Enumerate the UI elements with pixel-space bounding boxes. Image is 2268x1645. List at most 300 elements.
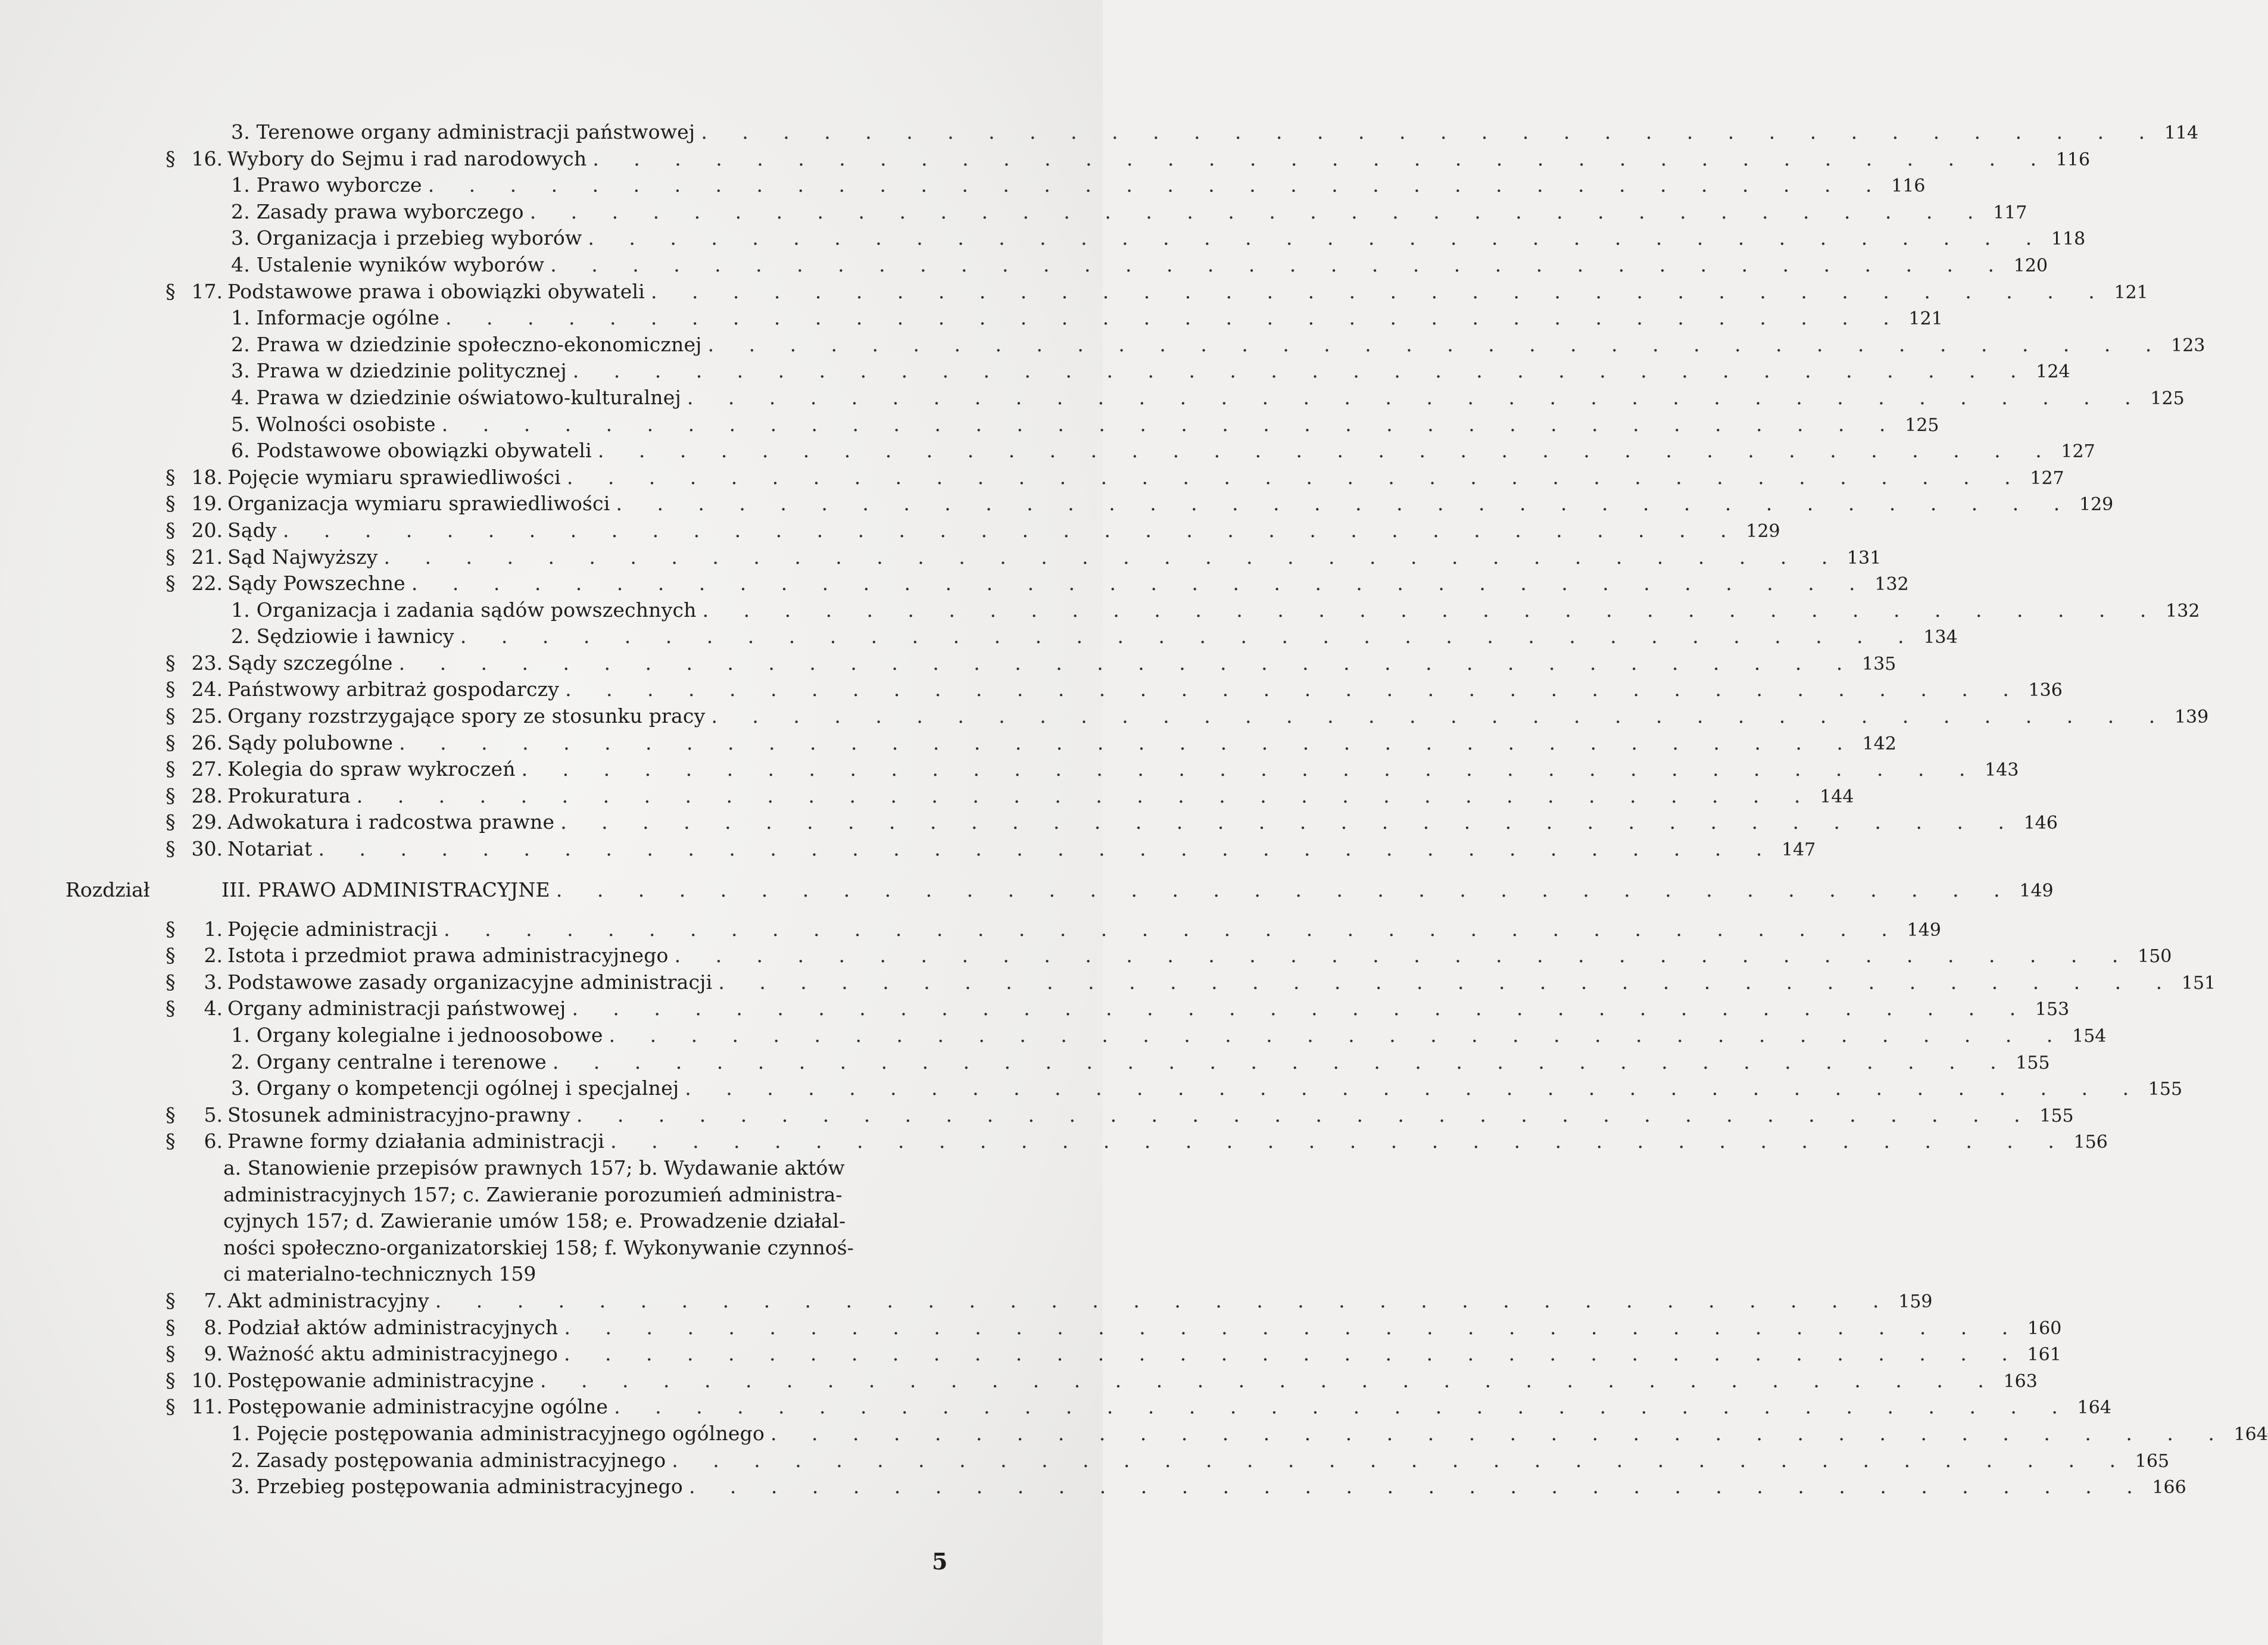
toc-entry bbox=[231, 623, 1958, 651]
section-num: 26. bbox=[191, 731, 223, 754]
entry-title: 1. Informacje ogólne bbox=[231, 306, 440, 330]
entry-title: 3. Organizacja i przebieg wyborów bbox=[231, 226, 582, 250]
section-number bbox=[166, 1128, 223, 1155]
toc-entry bbox=[227, 836, 1816, 864]
entry-page: 124 bbox=[2036, 361, 2070, 383]
note-paragraph bbox=[223, 1155, 901, 1288]
entry-title: Wybory do Sejmu i rad narodowych bbox=[227, 146, 587, 170]
note-line: ci materialno-technicznych 159 bbox=[223, 1262, 536, 1286]
toc-row bbox=[0, 544, 1882, 571]
toc-group-admin-law bbox=[0, 916, 2216, 1155]
section-number bbox=[166, 570, 223, 597]
entry-page: 164 bbox=[2077, 1397, 2111, 1419]
entry-page: 132 bbox=[2166, 600, 2200, 622]
toc-entry bbox=[227, 916, 1941, 944]
entry-page: 127 bbox=[2061, 441, 2095, 463]
toc-row bbox=[0, 703, 2209, 730]
toc-entry bbox=[231, 1447, 2170, 1475]
toc-row bbox=[0, 676, 2063, 703]
toc-row bbox=[0, 438, 2095, 464]
section-sign: § bbox=[166, 572, 176, 595]
entry-page: 116 bbox=[1891, 176, 1926, 197]
entry-title: Adwokatura i radcostwa prawne bbox=[227, 810, 555, 834]
chapter-entry bbox=[222, 869, 2054, 913]
section-num: 16. bbox=[191, 146, 223, 170]
entry-title: Kolegia do spraw wykroczeń bbox=[227, 757, 516, 781]
dot-leader: . . . . . . . . . . . . . . . . . . . . . . . . . . . . . . . . . . . . bbox=[444, 917, 1902, 941]
section-number bbox=[166, 1315, 223, 1341]
toc-entry bbox=[231, 332, 2205, 360]
entry-page: 125 bbox=[2150, 388, 2185, 409]
entry-title: 1. Pojęcie postępowania administracyjnego ogólnego bbox=[231, 1421, 765, 1445]
section-sign: § bbox=[166, 465, 176, 489]
toc-entry bbox=[227, 464, 2064, 492]
dot-leader: . . . . . . . . . . . . . . . . . . . . . . . . . . . . . . . . . . . . bbox=[616, 492, 2074, 516]
dot-leader: . . . . . . . . . . . . . . . . . . . . . . . . . . . . . . . . . . . . bbox=[597, 439, 2056, 463]
section-sign: § bbox=[166, 1368, 176, 1392]
dot-leader: . . . . . . . . . . . . . . . . . . . . . . . . . . . . . . . . . . . . bbox=[614, 1395, 2072, 1419]
entry-page: 165 bbox=[2135, 1450, 2170, 1472]
section-num: 29. bbox=[191, 810, 223, 834]
entry-title: Akt administracyjny bbox=[227, 1288, 429, 1312]
section-num: 7. bbox=[204, 1288, 223, 1312]
toc-row bbox=[0, 1075, 2183, 1102]
dot-leader: . . . . . . . . . . . . . . . . . . . . . . . . . . . . . . . . . . . . bbox=[521, 757, 1980, 781]
dot-leader: . . . . . . . . . . . . . . . . . . . . . . . . . . . . . . . . . . . . bbox=[445, 306, 1904, 330]
dot-leader: . . . . . . . . . . . . . . . . . . . . . . . . . . . . . . . . . . . . bbox=[674, 944, 2133, 967]
toc-row bbox=[0, 1421, 2268, 1447]
note-line: administracyjnych 157; c. Zawieranie porozumień administra- bbox=[223, 1182, 843, 1206]
section-num: 2. bbox=[204, 944, 223, 967]
section-number bbox=[166, 517, 223, 544]
section-sign: § bbox=[166, 757, 176, 781]
entry-page: 155 bbox=[2016, 1052, 2050, 1073]
entry-page: 146 bbox=[2023, 813, 2058, 834]
dot-leader: . . . . . . . . . . . . . . . . . . . . . . . . . . . . . . . . . . . . bbox=[540, 1368, 1998, 1392]
toc-row bbox=[0, 279, 2148, 305]
section-num: 23. bbox=[191, 651, 223, 675]
entry-page: 150 bbox=[2138, 946, 2172, 967]
toc-entry bbox=[227, 676, 2063, 704]
dot-leader: . . . . . . . . . . . . . . . . . . . . . . . . . . . . . . . . . . . . bbox=[588, 226, 2046, 250]
dot-leader: . . . . . . . . . . . . . . . . . . . . . . . . . . . . . . . . . . . . bbox=[529, 199, 1988, 223]
dot-leader: . . . . . . . . . . . . . . . . . . . . . . . . . . . . . . . . . . . . bbox=[672, 1448, 2130, 1472]
entry-title: Sądy Powszechne bbox=[227, 572, 405, 595]
section-sign: § bbox=[166, 1342, 176, 1366]
section-num: 25. bbox=[191, 704, 223, 728]
entry-page: 129 bbox=[1746, 520, 1780, 542]
toc-entry bbox=[227, 809, 2058, 837]
entry-page: 143 bbox=[1985, 760, 2019, 781]
note-line: a. Stanowienie przepisów prawnych 157; b. Wydawanie aktów bbox=[223, 1156, 845, 1179]
toc-row bbox=[0, 756, 2019, 783]
toc-row bbox=[0, 995, 2070, 1022]
section-number bbox=[166, 756, 223, 783]
entry-page: 160 bbox=[2027, 1318, 2062, 1339]
section-num: 18. bbox=[191, 465, 223, 489]
dot-leader: . . . . . . . . . . . . . . . . . . . . . . . . . . . . . . . . . . . . bbox=[685, 1076, 2144, 1100]
entry-title: Organy administracji państwowej bbox=[227, 997, 566, 1020]
toc-row bbox=[0, 1368, 2038, 1394]
entry-title: Prokuratura bbox=[227, 784, 351, 807]
entry-title: Organy rozstrzygające spory ze stosunku pracy bbox=[227, 704, 706, 728]
dot-leader: . . . . . . . . . . . . . . . . . . . . . . . . . . . . . . . . . . . . bbox=[702, 598, 2161, 622]
dot-leader: . . . . . . . . . . . . . . . . . . . . . . . . . . . . . . . . . . . . bbox=[687, 385, 2145, 409]
entry-page: 149 bbox=[1907, 919, 1941, 941]
toc-entry bbox=[227, 703, 2209, 731]
dot-leader: . . . . . . . . . . . . . . . . . . . . . . . . . . . . . . . . . . . . bbox=[711, 704, 2170, 728]
dot-leader: . . . . . . . . . . . . . . . . . . . . . . . . . . . . . . . . . . . . bbox=[566, 465, 2025, 489]
entry-title: Pojęcie wymiaru sprawiedliwości bbox=[227, 465, 561, 489]
dot-leader: . . . . . . . . . . . . . . . . . . . . . . . . . . . . . . . . . . . . bbox=[572, 359, 2031, 383]
section-num: 3. bbox=[204, 970, 223, 994]
section-sign: § bbox=[166, 810, 176, 834]
toc-entry bbox=[227, 1288, 1933, 1316]
section-num: 11. bbox=[191, 1395, 223, 1419]
toc-entry bbox=[231, 172, 1926, 200]
entry-title: Państwowy arbitraż gospodarczy bbox=[227, 678, 560, 701]
section-num: 10. bbox=[191, 1368, 223, 1392]
entry-title: 6. Podstawowe obowiązki obywateli bbox=[231, 439, 592, 463]
entry-page: 159 bbox=[1898, 1291, 1933, 1312]
chapter-page: 149 bbox=[2019, 880, 2054, 901]
toc-row bbox=[0, 225, 2086, 252]
section-number bbox=[166, 279, 223, 305]
entry-title: 1. Prawo wyborcze bbox=[231, 173, 422, 197]
entry-page: 153 bbox=[2035, 999, 2070, 1020]
toc-entry bbox=[227, 783, 1854, 811]
toc-row bbox=[0, 146, 2091, 173]
entry-title: Podział aktów administracyjnych bbox=[227, 1315, 559, 1339]
entry-page: 139 bbox=[2174, 707, 2209, 728]
toc-group-admin-procedure bbox=[0, 1288, 2268, 1500]
toc-entry bbox=[227, 570, 1909, 598]
entry-title: Podstawowe prawa i obowiązki obywateli bbox=[227, 279, 645, 303]
toc-row bbox=[0, 1474, 2186, 1500]
section-number bbox=[166, 1341, 223, 1368]
entry-title: Prawne formy działania administracji bbox=[227, 1129, 605, 1153]
entry-title: 1. Organizacja i zadania sądów powszechnych bbox=[231, 598, 697, 622]
dot-leader: . . . . . . . . . . . . . . . . . . . . . . . . . . . . . . . . . . . . bbox=[610, 1129, 2069, 1153]
section-sign: § bbox=[166, 651, 176, 675]
toc-row bbox=[0, 1128, 2108, 1155]
dot-leader: . . . . . . . . . . . . . . . . . . . . . . . . . . . . . . . . . . . . bbox=[770, 1421, 2229, 1445]
entry-title: 2. Organy centralne i terenowe bbox=[231, 1050, 547, 1073]
toc-row bbox=[0, 1447, 2170, 1474]
toc-entry bbox=[231, 1474, 2186, 1502]
toc-entry bbox=[231, 305, 1943, 333]
entry-page: 144 bbox=[1820, 786, 1854, 807]
entry-page: 136 bbox=[2028, 680, 2063, 701]
toc-entry bbox=[227, 517, 1780, 545]
entry-page: 129 bbox=[2079, 494, 2114, 516]
chapter-label: Rozdział bbox=[65, 878, 150, 901]
section-number bbox=[166, 650, 223, 677]
entry-title: 2. Zasady prawa wyborczego bbox=[231, 199, 524, 223]
entry-title: 2. Zasady postępowania administracyjnego bbox=[231, 1448, 666, 1472]
section-number bbox=[166, 544, 223, 571]
toc-row bbox=[0, 464, 2064, 491]
dot-leader: . . . . . . . . . . . . . . . . . . . . . . . . . . . . . . . . . . . . bbox=[398, 651, 1857, 675]
section-num: 6. bbox=[204, 1129, 223, 1153]
entry-page: 120 bbox=[2013, 255, 2048, 276]
dot-leader: . . . . . . . . . . . . . . . . . . . . . . . . . . . . . . . . . . . . bbox=[576, 1103, 2035, 1126]
entry-page: 155 bbox=[2148, 1079, 2183, 1100]
entry-page: 151 bbox=[2181, 972, 2216, 994]
toc-row bbox=[0, 1315, 2062, 1341]
dot-leader: . . . . . . . . . . . . . . . . . . . . . . . . . . . . . . . . . . . . bbox=[318, 837, 1777, 861]
toc-entry bbox=[231, 1022, 2107, 1050]
section-sign: § bbox=[166, 997, 176, 1020]
dot-leader: . . . . . . . . . . . . . . . . . . . . . . . . . . . . . . . . . . . . bbox=[564, 1315, 2023, 1339]
section-number bbox=[166, 836, 223, 863]
dot-leader: . . . . . . . . . . . . . . . . . . . . . . . . . . . . . . . . . . . . bbox=[460, 625, 1918, 648]
section-sign: § bbox=[166, 545, 176, 569]
section-sign: § bbox=[166, 279, 176, 303]
section-number bbox=[166, 969, 223, 996]
toc-row bbox=[0, 730, 1896, 757]
dot-leader: . . . . . . . . . . . . . . . . . . . . . . . . . . . . . . . . . . . . bbox=[441, 412, 1900, 436]
entry-title: Sądy polubowne bbox=[227, 731, 394, 754]
entry-title: Sądy szczególne bbox=[227, 651, 393, 675]
section-sign: § bbox=[166, 1395, 176, 1419]
entry-title: Organizacja wymiaru sprawiedliwości bbox=[227, 492, 610, 516]
chapter-title: III. PRAWO ADMINISTRACYJNE bbox=[222, 878, 550, 901]
entry-page: 155 bbox=[2039, 1105, 2074, 1126]
entry-page: 132 bbox=[1874, 574, 1909, 595]
toc-entry bbox=[227, 491, 2114, 519]
toc-row bbox=[0, 172, 1926, 199]
toc-entry bbox=[231, 225, 2086, 253]
toc-entry bbox=[231, 385, 2185, 413]
section-num: 17. bbox=[191, 279, 223, 303]
entry-title: Notariat bbox=[227, 837, 313, 861]
toc-entry bbox=[227, 1128, 2108, 1156]
toc-row bbox=[0, 623, 1958, 650]
section-number bbox=[166, 464, 223, 491]
section-num: 19. bbox=[191, 492, 223, 516]
toc-entry bbox=[227, 279, 2148, 307]
toc-entry bbox=[231, 1049, 2050, 1077]
toc-entry bbox=[227, 650, 1896, 678]
dot-leader: . . . . . . . . . . . . . . . . . . . . . . . . . . . . . . . . . . . . bbox=[564, 1342, 2022, 1366]
dot-leader: . . . . . . . . . . . . . . . . . . . . . . . . . . . . . . . . . . . . bbox=[707, 332, 2166, 356]
note-line: cyjnych 157; d. Zawieranie umów 158; e. Prowadzenie działal- bbox=[223, 1209, 846, 1233]
dot-leader: . . . . . . . . . . . . . . . . . . . . . . . . . . . . . . . . . . . . bbox=[592, 146, 2051, 170]
toc-row bbox=[0, 358, 2070, 385]
entry-title: Pojęcie administracji bbox=[227, 917, 438, 941]
entry-title: 3. Przebieg postępowania administracyjnego bbox=[231, 1475, 683, 1499]
toc-row bbox=[0, 1341, 2061, 1368]
entry-page: 161 bbox=[2027, 1344, 2061, 1366]
entry-page: 154 bbox=[2072, 1026, 2107, 1047]
entry-title: Sądy bbox=[227, 518, 277, 542]
toc-entry bbox=[231, 1075, 2183, 1103]
section-num: 5. bbox=[204, 1103, 223, 1126]
toc-entry bbox=[231, 199, 2027, 227]
dot-leader: . . . . . . . . . . . . . . . . . . . . . . . . . . . . . . . . . . . . bbox=[550, 252, 2009, 276]
section-sign: § bbox=[166, 731, 176, 754]
entry-page: 117 bbox=[1993, 202, 2027, 223]
toc-entry bbox=[227, 942, 2172, 970]
entry-page: 127 bbox=[2030, 467, 2064, 489]
entry-page: 118 bbox=[2051, 229, 2086, 250]
toc-note bbox=[0, 1155, 1103, 1288]
toc-entry bbox=[227, 756, 2019, 784]
dot-leader: . . . . . . . . . . . . . . . . . . . . . . . . . . . . . . . . . . . . bbox=[399, 731, 1857, 754]
section-sign: § bbox=[166, 518, 176, 542]
entry-title: 4. Prawa w dziedzinie oświatowo-kulturalnej bbox=[231, 385, 681, 409]
toc-entry bbox=[227, 146, 2091, 174]
toc-row bbox=[0, 969, 2216, 996]
section-sign: § bbox=[166, 970, 176, 994]
toc-entry bbox=[227, 1315, 2062, 1343]
section-number bbox=[166, 491, 223, 517]
section-num: 30. bbox=[191, 837, 223, 861]
entry-page: 164 bbox=[2233, 1424, 2268, 1445]
toc-row bbox=[0, 597, 2200, 624]
entry-page: 163 bbox=[2003, 1371, 2038, 1392]
section-sign: § bbox=[166, 146, 176, 170]
section-sign: § bbox=[166, 1129, 176, 1153]
entry-title: 3. Prawa w dziedzinie politycznej bbox=[231, 359, 567, 383]
toc-row bbox=[0, 836, 1816, 863]
section-number bbox=[166, 1368, 223, 1394]
dot-leader: . . . . . . . . . . . . . . . . . . . . . . . . . . . . . . . . . . . . bbox=[650, 279, 2109, 303]
toc-row bbox=[0, 1102, 2074, 1129]
section-number bbox=[166, 916, 223, 943]
section-number bbox=[166, 1394, 223, 1421]
section-num: 4. bbox=[204, 997, 223, 1020]
section-number bbox=[166, 730, 223, 757]
toc-row bbox=[0, 809, 2058, 836]
toc-row bbox=[0, 1288, 1933, 1315]
dot-leader: . . . . . . . . . . . . . . . . . . . . . . . . . . . . . . . . . . . . bbox=[282, 518, 1741, 542]
toc-row bbox=[0, 252, 2048, 279]
toc-entry bbox=[231, 1421, 2268, 1449]
entry-title: 3. Terenowe organy administracji państwowej bbox=[231, 120, 695, 143]
toc-row bbox=[0, 1049, 2050, 1076]
section-num: 20. bbox=[191, 518, 223, 542]
section-num: 22. bbox=[191, 572, 223, 595]
toc-row bbox=[0, 783, 1854, 810]
entry-page: 125 bbox=[1905, 414, 1939, 436]
page-number: 5 bbox=[932, 1548, 948, 1575]
section-number bbox=[166, 995, 223, 1022]
toc-entry bbox=[227, 1394, 2111, 1422]
dot-leader: . . . . . . . . . . . . . . . . . . . . . . . . . . . . . . . . . . . . bbox=[701, 120, 2160, 143]
entry-title: 2. Sędziowie i ławnicy bbox=[231, 625, 454, 648]
entry-title: Postępowanie administracyjne bbox=[227, 1368, 535, 1392]
entry-page: 135 bbox=[1862, 653, 1896, 675]
section-sign: § bbox=[166, 1288, 176, 1312]
section-sign: § bbox=[166, 944, 176, 967]
toc-row bbox=[0, 305, 1943, 332]
entry-title: 2. Prawa w dziedzinie społeczno-ekonomicznej bbox=[231, 332, 702, 356]
section-num: 21. bbox=[191, 545, 223, 569]
entry-title: 3. Organy o kompetencji ogólnej i specjalnej bbox=[231, 1076, 679, 1100]
entry-title: 1. Organy kolegialne i jednoosobowe bbox=[231, 1023, 603, 1047]
toc-row bbox=[0, 916, 1941, 943]
entry-page: 142 bbox=[1862, 733, 1896, 754]
toc-entry bbox=[227, 969, 2216, 997]
toc-row bbox=[0, 119, 2199, 146]
section-sign: § bbox=[166, 678, 176, 701]
section-sign: § bbox=[166, 1103, 176, 1126]
section-sign: § bbox=[166, 492, 176, 516]
table-of-contents bbox=[0, 119, 2268, 1500]
toc-entry bbox=[231, 358, 2070, 386]
toc-row bbox=[0, 332, 2205, 358]
toc-entry bbox=[231, 597, 2200, 625]
toc-row bbox=[0, 491, 2114, 517]
note-line: ności społeczno-organizatorskiej 158; f. Wykonywanie czynnoś- bbox=[223, 1235, 854, 1259]
toc-group-state-law bbox=[0, 119, 2209, 863]
toc-entry bbox=[231, 119, 2199, 147]
toc-row bbox=[0, 411, 1939, 438]
dot-leader: . . . . . . . . . . . . . . . . . . . . . . . . . . . . . . . . . . . . bbox=[556, 878, 2014, 901]
entry-page: 114 bbox=[2164, 123, 2199, 143]
dot-leader: . . . . . . . . . . . . . . . . . . . . . . . . . . . . . . . . . . . . bbox=[356, 784, 1815, 807]
section-num: 1. bbox=[204, 917, 223, 941]
section-sign: § bbox=[166, 784, 176, 807]
entry-page: 121 bbox=[1908, 308, 1943, 330]
dot-leader: . . . . . . . . . . . . . . . . . . . . . . . . . . . . . . . . . . . . bbox=[718, 970, 2177, 994]
entry-title: Sąd Najwyższy bbox=[227, 545, 378, 569]
section-sign: § bbox=[166, 1315, 176, 1339]
entry-page: 156 bbox=[2073, 1132, 2108, 1153]
entry-title: Istota i przedmiot prawa administracyjnego bbox=[227, 944, 669, 967]
chapter-heading bbox=[0, 869, 2054, 912]
toc-entry bbox=[231, 252, 2048, 280]
section-num: 24. bbox=[191, 678, 223, 701]
toc-row bbox=[0, 199, 2027, 226]
entry-page: 166 bbox=[2152, 1477, 2186, 1499]
section-number bbox=[166, 1102, 223, 1129]
toc-row bbox=[0, 1394, 2111, 1421]
toc-entry bbox=[231, 411, 1939, 439]
section-number bbox=[166, 703, 223, 730]
entry-page: 116 bbox=[2055, 149, 2091, 170]
entry-page: 134 bbox=[1923, 627, 1958, 648]
toc-entry bbox=[227, 730, 1896, 758]
dot-leader: . . . . . . . . . . . . . . . . . . . . . . . . . . . . . . . . . . . . bbox=[609, 1023, 2067, 1047]
dot-leader: . . . . . . . . . . . . . . . . . . . . . . . . . . . . . . . . . . . . bbox=[565, 678, 2023, 701]
entry-title: 5. Wolności osobiste bbox=[231, 412, 436, 436]
toc-entry bbox=[227, 1102, 2074, 1130]
section-number bbox=[166, 146, 223, 173]
entry-page: 131 bbox=[1847, 547, 1882, 569]
dot-leader: . . . . . . . . . . . . . . . . . . . . . . . . . . . . . . . . . . . . bbox=[435, 1288, 1893, 1312]
dot-leader: . . . . . . . . . . . . . . . . . . . . . . . . . . . . . . . . . . . . bbox=[428, 173, 1886, 197]
entry-page: 147 bbox=[1782, 839, 1816, 861]
toc-row bbox=[0, 1022, 2107, 1049]
toc-entry bbox=[227, 995, 2070, 1023]
section-sign: § bbox=[166, 837, 176, 861]
section-number bbox=[166, 1288, 223, 1315]
toc-row bbox=[0, 942, 2172, 969]
toc-row bbox=[0, 650, 1896, 677]
entry-title: Podstawowe zasady organizacyjne administracji bbox=[227, 970, 713, 994]
section-num: 28. bbox=[191, 784, 223, 807]
toc-entry bbox=[231, 438, 2095, 466]
dot-leader: . . . . . . . . . . . . . . . . . . . . . . . . . . . . . . . . . . . . bbox=[383, 545, 1842, 569]
section-number bbox=[166, 783, 223, 810]
dot-leader: . . . . . . . . . . . . . . . . . . . . . . . . . . . . . . . . . . . . bbox=[411, 572, 1870, 595]
dot-leader: . . . . . . . . . . . . . . . . . . . . . . . . . . . . . . . . . . . . bbox=[552, 1050, 2011, 1073]
toc-row bbox=[0, 517, 1780, 544]
entry-title: Postępowanie administracyjne ogólne bbox=[227, 1395, 609, 1419]
